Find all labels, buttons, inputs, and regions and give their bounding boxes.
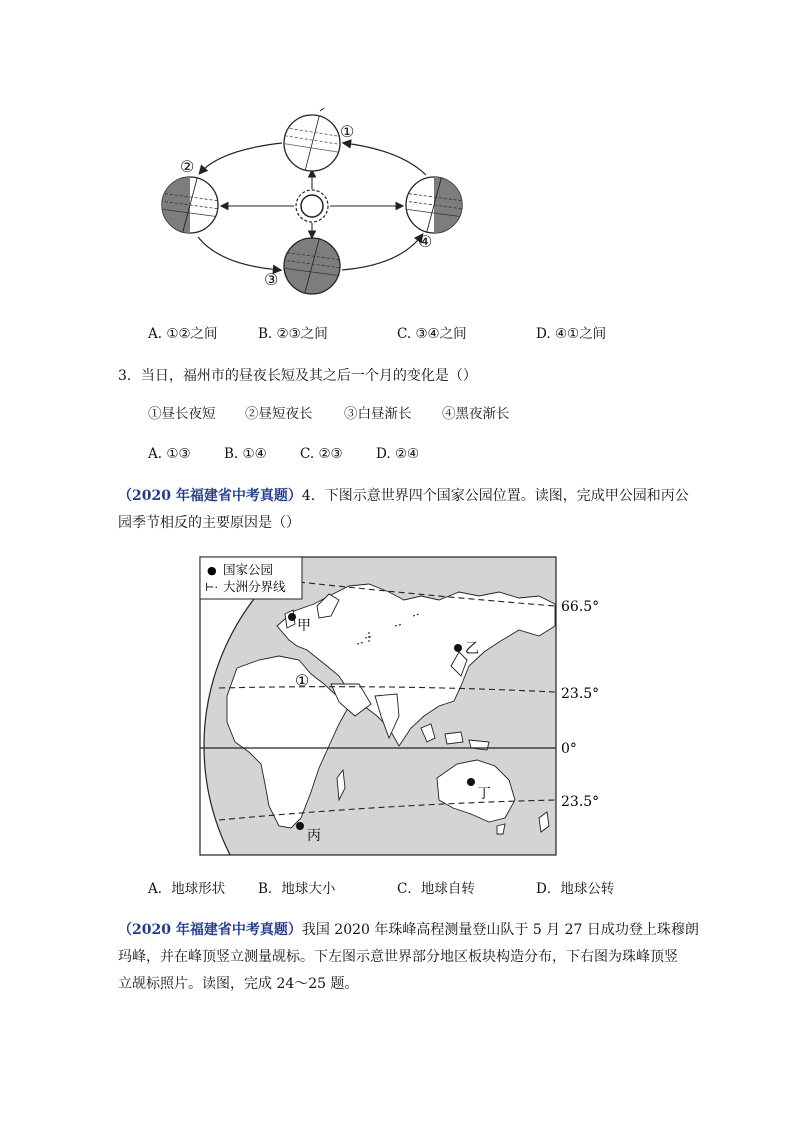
park-yi-label: 乙: [465, 641, 479, 657]
sun-icon: [296, 190, 328, 222]
q3-option-c[interactable]: C. ②③: [300, 446, 343, 462]
q4-option-b[interactable]: B．地球大小: [258, 881, 336, 897]
legend-national-park: 国家公园: [223, 562, 274, 577]
earth-position-1: [280, 108, 344, 175]
q4-source: （2020 年福建省中考真题）: [118, 488, 302, 504]
q4-stem-line1: （2020 年福建省中考真题）4．下图示意世界四个国家公园位置。读图，完成甲公园和丙公: [118, 488, 689, 504]
q3-option-a[interactable]: A. ①③: [148, 446, 191, 462]
earth-position-4: [404, 175, 464, 235]
q3-statement-4: ④黑夜渐长: [442, 406, 510, 422]
q2-option-a[interactable]: A. ①②之间: [148, 326, 218, 342]
q4-option-c[interactable]: C．地球自转: [397, 881, 475, 897]
map-marker-1: ①: [295, 671, 310, 690]
q3-statement-3: ③白昼渐长: [344, 406, 412, 422]
q3-option-b[interactable]: B. ①④: [224, 446, 267, 462]
world-map: [199, 556, 611, 858]
earth-position-2: [160, 175, 220, 235]
q2-option-c[interactable]: C. ③④之间: [397, 326, 467, 342]
park-ding-label: 丁: [477, 786, 491, 802]
park-jia-label: 甲: [297, 618, 311, 634]
label-3: ③: [264, 270, 279, 289]
q5-line1: （2020 年福建省中考真题）我国 2020 年珠峰高程测量登山队于 5 月 27 日成功登上珠穆朗: [118, 922, 699, 938]
q3-option-d[interactable]: D. ②④: [376, 446, 420, 462]
q5-line3: 立觇标照片。读图，完成 24～25 题。: [118, 976, 359, 992]
legend-continental-boundary: 大洲分界线: [223, 579, 286, 594]
park-bing-label: 丙: [307, 828, 321, 844]
map-legend: [200, 557, 302, 599]
lat-label-23-5-s: 23.5°: [561, 794, 600, 810]
q2-option-b[interactable]: B. ②③之间: [258, 326, 328, 342]
q2-option-d[interactable]: D. ④①之间: [536, 326, 607, 342]
legend-dot-symbol: ●: [207, 564, 217, 577]
lat-label-23-5-n: 23.5°: [561, 686, 600, 702]
earth-orbit-diagram: [150, 105, 480, 305]
q5-source: （2020 年福建省中考真题）: [118, 922, 302, 938]
q4-stem-line2: 园季节相反的主要原因是（）: [118, 515, 300, 531]
q5-line2: 玛峰，并在峰顶竖立测量觇标。下左图示意世界部分地区板块构造分布，下右图为珠峰顶竖: [118, 949, 678, 965]
q3-stem: 3．当日，福州市的昼夜长短及其之后一个月的变化是（）: [118, 368, 477, 384]
q4-option-d[interactable]: D．地球公转: [536, 881, 615, 897]
legend-boundary-symbol: ⊢·: [205, 581, 218, 594]
q3-statement-2: ②昼短夜长: [245, 406, 313, 422]
lat-label-0: 0°: [561, 741, 577, 757]
label-2: ②: [180, 157, 195, 176]
q4-option-a[interactable]: A．地球形状: [148, 881, 226, 897]
label-1: ①: [340, 122, 355, 141]
earth-position-3: [282, 236, 342, 296]
lat-label-66-5: 66.5°: [561, 599, 600, 615]
q3-statement-1: ①昼长夜短: [148, 406, 216, 422]
label-4: ④: [418, 232, 433, 251]
